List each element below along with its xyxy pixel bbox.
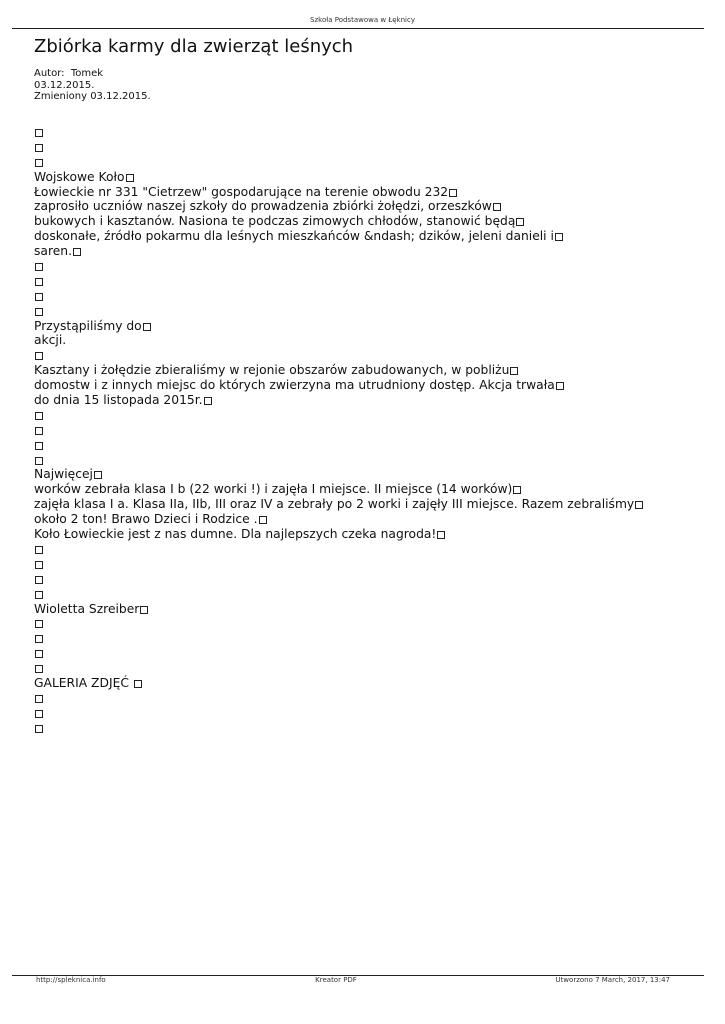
body-line (34, 140, 643, 155)
body-line-text: Najwięcej (34, 467, 93, 482)
body-line-text: Wioletta Szreiber (34, 601, 140, 616)
body-line (34, 125, 643, 140)
missing-glyph-box-icon (35, 650, 43, 658)
missing-glyph-box-icon (516, 218, 524, 226)
body-line-text: worków zebrała klasa I b (22 worki !) i zajęła I miejsce. II miejsce (14 worków) (34, 482, 513, 497)
body-line (34, 616, 643, 631)
missing-glyph-box-icon (35, 159, 43, 167)
body-line-text: Wojskowe Koło (34, 169, 125, 184)
missing-glyph-box-icon (35, 308, 43, 316)
body-line-text: doskonałe, źródło pokarmu dla leśnych mieszkańców &ndash; dzików, jeleni danieli i (34, 229, 554, 244)
body-line (34, 259, 643, 274)
body-line (34, 155, 643, 170)
missing-glyph-box-icon (513, 486, 521, 494)
body-line (34, 170, 643, 185)
publish-date: 03.12.2015. (34, 79, 95, 91)
article-meta (34, 68, 151, 103)
missing-glyph-box-icon (35, 352, 43, 360)
modified-date: Zmieniony 03.12.2015. (34, 91, 151, 102)
body-line (34, 676, 643, 691)
missing-glyph-box-icon (35, 620, 43, 628)
body-line (34, 706, 643, 721)
missing-glyph-box-icon (510, 367, 518, 375)
body-line (34, 497, 643, 512)
missing-glyph-box-icon (94, 471, 102, 479)
body-line (34, 304, 643, 319)
body-line (34, 572, 643, 587)
body-line-text: Koło Łowieckie jest z nas dumne. Dla najlepszych czeka nagroda! (34, 527, 437, 542)
body-line (34, 289, 643, 304)
body-line (34, 453, 643, 468)
body-line (34, 482, 643, 497)
footer-url: http://spleknica.info (36, 976, 106, 984)
missing-glyph-box-icon (556, 382, 564, 390)
body-line (34, 438, 643, 453)
body-line-text: Kasztany i żołędzie zbieraliśmy w rejonie obszarów zabudowanych, w pobliżu (34, 363, 510, 378)
missing-glyph-box-icon (35, 710, 43, 718)
body-line (34, 348, 643, 363)
body-line-text: GALERIA ZDJĘĆ (34, 675, 133, 690)
missing-glyph-box-icon (143, 323, 151, 331)
missing-glyph-box-icon (35, 278, 43, 286)
body-line (34, 229, 643, 244)
missing-glyph-box-icon (35, 129, 43, 137)
missing-glyph-box-icon (35, 635, 43, 643)
missing-glyph-box-icon (204, 397, 212, 405)
body-line-text: akcji. (34, 333, 67, 348)
body-line-text: do dnia 15 listopada 2015r. (34, 393, 203, 408)
body-line (34, 467, 643, 482)
body-line (34, 646, 643, 661)
missing-glyph-box-icon (493, 203, 501, 211)
missing-glyph-box-icon (35, 576, 43, 584)
body-line (34, 199, 643, 214)
missing-glyph-box-icon (35, 427, 43, 435)
body-line (34, 587, 643, 602)
body-line (34, 333, 643, 348)
body-line (34, 408, 643, 423)
body-line (34, 542, 643, 557)
body-line (34, 602, 643, 617)
body-line (34, 378, 643, 393)
body-line (34, 527, 643, 542)
body-line (34, 244, 643, 259)
body-line (34, 274, 643, 289)
missing-glyph-box-icon (35, 293, 43, 301)
body-line (34, 512, 643, 527)
body-line (34, 661, 643, 676)
missing-glyph-box-icon (35, 591, 43, 599)
missing-glyph-box-icon (134, 680, 142, 688)
missing-glyph-box-icon (35, 695, 43, 703)
missing-glyph-box-icon (35, 144, 43, 152)
article-title: Zbiórka karmy dla zwierząt leśnych (34, 36, 354, 57)
missing-glyph-box-icon (35, 457, 43, 465)
missing-glyph-box-icon (449, 189, 457, 197)
body-line-text: bukowych i kasztanów. Nasiona te podczas zimowych chłodów, stanowić będą (34, 214, 516, 229)
missing-glyph-box-icon (35, 725, 43, 733)
body-line-text: zaprosiło uczniów naszej szkoły do prowadzenia zbiórki żołędzi, orzeszków (34, 199, 492, 214)
missing-glyph-box-icon (437, 531, 445, 539)
body-line-text: saren. (34, 244, 72, 259)
body-line-text: domostw i z innych miejsc do których zwierzyna ma utrudniony dostęp. Akcja trwała (34, 378, 555, 393)
article-body (34, 125, 643, 736)
missing-glyph-box-icon (35, 546, 43, 554)
missing-glyph-box-icon (35, 665, 43, 673)
missing-glyph-box-icon (259, 516, 267, 524)
missing-glyph-box-icon (140, 606, 148, 614)
header-divider (12, 28, 704, 29)
body-line-text: Łowieckie nr 331 "Cietrzew" gospodarujące na terenie obwodu 232 (34, 184, 449, 199)
body-line (34, 557, 643, 572)
footer-generator: Kreator PDF (315, 976, 357, 984)
body-line-text: Przystąpiliśmy do (34, 318, 142, 333)
missing-glyph-box-icon (73, 248, 81, 256)
body-line (34, 363, 643, 378)
body-line (34, 185, 643, 200)
missing-glyph-box-icon (35, 412, 43, 420)
body-line (34, 423, 643, 438)
body-line (34, 631, 643, 646)
missing-glyph-box-icon (35, 561, 43, 569)
body-line (34, 319, 643, 334)
body-line (34, 393, 643, 408)
missing-glyph-box-icon (35, 442, 43, 450)
body-line (34, 691, 643, 706)
missing-glyph-box-icon (555, 233, 563, 241)
body-line (34, 721, 643, 736)
missing-glyph-box-icon (635, 501, 643, 509)
body-line (34, 214, 643, 229)
body-line-text: zajęła klasa I a. Klasa IIa, IIb, III oraz IV a zebrały po 2 worki i zajęły III miejsce. Razem zebraliśmy (34, 497, 635, 512)
body-line-text: około 2 ton! Brawo Dzieci i Rodzice . (34, 512, 258, 527)
missing-glyph-box-icon (35, 263, 43, 271)
footer-created: Utworzono 7 March, 2017, 13:47 (555, 976, 670, 984)
page-header-site-name: Szkoła Podstawowa w Łęknicy (310, 16, 415, 24)
author-line: Autor: Tomek (34, 68, 104, 79)
missing-glyph-box-icon (126, 174, 134, 182)
